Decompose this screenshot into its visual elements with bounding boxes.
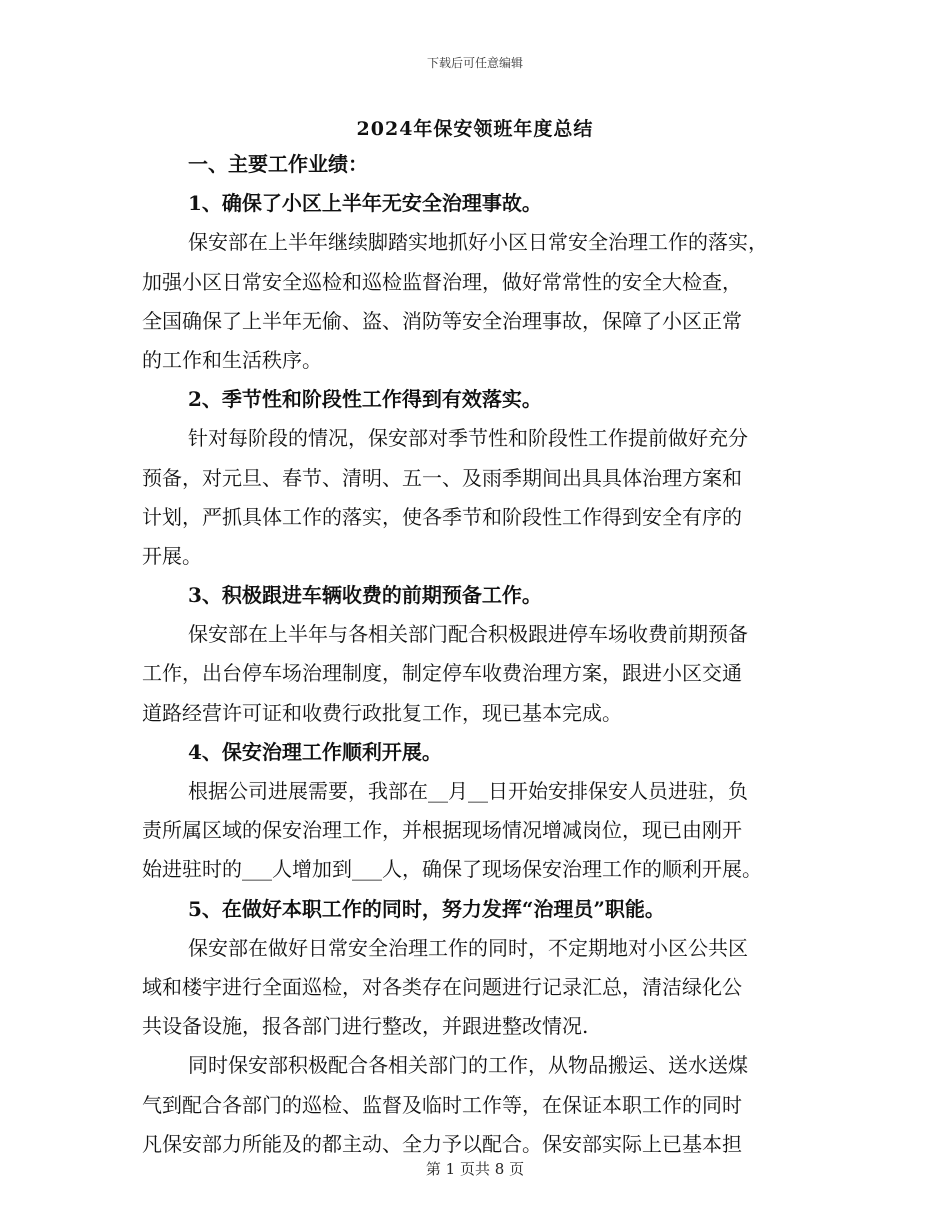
section-heading-line: 一、主要工作业绩： xyxy=(188,152,368,176)
paragraph-line: 保安部在做好日常安全治理工作的同时，不定期地对小区公共区 xyxy=(188,935,748,960)
paragraph-line: 同时保安部积极配合各相关部门的工作，从物品搬运、送水送煤 xyxy=(188,1053,748,1078)
paragraph-line: 的工作和生活秩序。 xyxy=(142,347,322,372)
section-heading-line: 1、确保了小区上半年无安全治理事故。 xyxy=(188,191,542,216)
paragraph-line: 气到配合各部门的巡检、监督及临时工作等，在保证本职工作的同时 xyxy=(142,1092,742,1117)
paragraph-line: 凡保安部力所能及的都主动、全力予以配合。保安部实际上已基本担 xyxy=(142,1131,742,1156)
paragraph-line: 工作，出台停车场治理制度，制定停车收费治理方案，跟进小区交通 xyxy=(142,661,742,686)
paragraph-line: 根据公司进展需要，我部在__月__日开始安排保安人员进驻，负 xyxy=(188,779,748,803)
paragraph-line: 责所属区域的保安治理工作，并根据现场情况增减岗位，现已由刚开 xyxy=(142,818,742,843)
paragraph-line: 保安部在上半年继续脚踏实地抓好小区日常安全治理工作的落实， xyxy=(188,230,768,255)
paragraph-line: 道路经营许可证和收费行政批复工作，现已基本完成。 xyxy=(142,700,622,725)
paragraph-line: 始进驻时的___人增加到___人，确保了现场保安治理工作的顺利开展。 xyxy=(142,857,762,882)
section-heading-line: 4、保安治理工作顺利开展。 xyxy=(188,739,442,764)
paragraph-line: 域和楼宇进行全面巡检，对各类存在问题进行记录汇总，清洁绿化公 xyxy=(142,974,742,999)
paragraph-line: 共设备设施，报各部门进行整改，并跟进整改情况. xyxy=(142,1014,589,1039)
paragraph-line: 保安部在上半年与各相关部门配合积极跟进停车场收费前期预备 xyxy=(188,622,748,647)
page-footer: 第 1 页共 8 页 xyxy=(425,1160,525,1178)
paragraph-line: 针对每阶段的情况，保安部对季节性和阶段性工作提前做好充分 xyxy=(188,426,748,451)
paragraph-line: 计划，严抓具体工作的落实，使各季节和阶段性工作得到安全有序的 xyxy=(142,504,742,529)
section-heading-line: 5、在做好本职工作的同时，努力发挥“治理员”职能。 xyxy=(188,896,665,921)
section-heading-line: 2、季节性和阶段性工作得到有效落实。 xyxy=(188,387,542,412)
document-body xyxy=(142,145,814,1164)
paragraph-line: 全国确保了上半年无偷、盗、消防等安全治理事故，保障了小区正常 xyxy=(142,308,742,333)
paragraph-line: 开展。 xyxy=(142,543,202,568)
header-note: 下载后可任意编辑 xyxy=(426,56,523,70)
paragraph-line: 预备，对元旦、春节、清明、五一、及雨季期间出具具体治理方案和 xyxy=(142,465,742,490)
document-title: 2024年保安领班年度总结 xyxy=(356,118,594,140)
section-heading-line: 3、积极跟进车辆收费的前期预备工作。 xyxy=(188,583,542,608)
paragraph-line: 加强小区日常安全巡检和巡检监督治理，做好常常性的安全大检查， xyxy=(142,269,742,294)
